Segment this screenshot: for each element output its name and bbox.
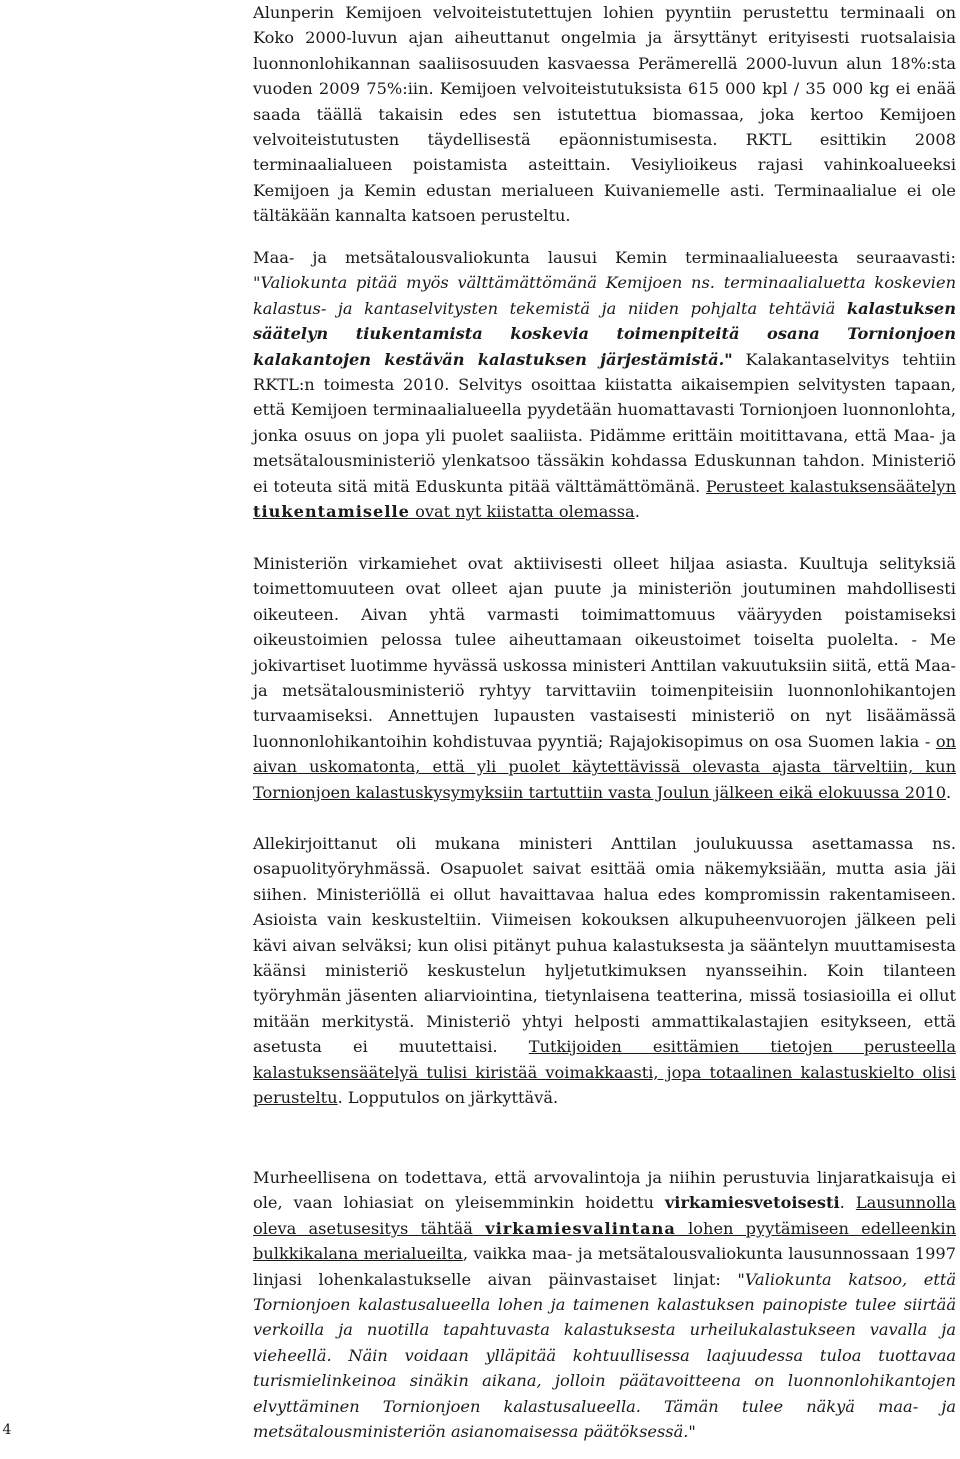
committee-1997-quote: "Valiokunta katsoo, että Tornionjoen kalastusalueella lohen ja taimenen kalastuksen painopiste tulee siirtää verkoilla ja nuotilla tapahtuvasta kalastuksesta urheilukalastukseen vavalla ja vieheellä. Näin voidaan ylläpitää kohtuullisessa laajuudessa tuloa tuottavaa turismielinkeinoa sinäkin aikana, jolloin päätavoitteena on luonnonlohikantojen elvyttäminen Tornionjoen kalastusalueella. Tämän tulee näkyä maa- ja metsätalousministeriön asianomaisessa päätöksessä." [253,1269,956,1442]
paragraph-text: . [946,782,952,802]
paragraph-text: Kalakantaselvitys tehtiin RKTL:n toimesta 2010. Selvitys osoittaa kiistatta aikaisempien selvitysten tapaan, että Kemijoen terminaalialueella pyydetään huomattavasti Tornionjoen luonnonlohta, jonka osuus on jopa yli puolet saaliista. Pidämme erittäin moitittavana, että Maa- ja metsätalousministeriö ylenkatsoo tässäkin kohdassa Eduskunnan tahdon. Ministeriö ei toteuta sitä mitä Eduskunta pitää välttämättömänä. [253,349,956,496]
underlined-text: lohen pyytämiseen edelleenkin bulkkikalana merialueilta [253,1218,957,1264]
underlined-bold-text: tiukentamiselle [253,502,410,522]
page-number: 4 [2,1422,12,1438]
paragraph-text: Maa- ja metsätalousvaliokunta lausui Kemin terminaalialueesta seuraavasti: [253,248,956,267]
bold-text: virkamiesvetoisesti [664,1193,840,1213]
paragraph-text: Murheellisena on todettava, että arvovalintoja ja niihin perustuvia linjaratkaisuja ei ole, vaan lohiasiat on yleisemminkin hoidettu [253,1168,956,1213]
underlined-bold-text: virkamiesvalintana [485,1218,676,1238]
paragraph-terminal-history [253,0,956,229]
paragraph-text: Allekirjoittanut oli mukana ministeri Anttilan joulukuussa asettamassa ns. osapuolityöryhmässä. Osapuolet saivat esittää omia näkemyksiään, mutta asia jäi siihen. Ministeriöllä ei ollut havaittavaa halua edes kompromissin rakentamiseen. Asioista vain keskusteltiin. Viimeisen kokouksen alkupuheenvuorojen jälkeen peli kävi aivan selväksi; kun olisi pitänyt puhua kalastuksesta ja sääntelyn muuttamisesta käänsi ministeriö keskustelun hyljetutkimuksen nyansseihin. Koin tilanteen työryhmän jäsenten aliarviointina, tietynlaisena teatterina, missä tosiasioilla ei ollut mitään merkitystä. Ministeriö yhtyi helposti ammattikalastajien esitykseen, että asetusta ei muutettaisi. [253,834,956,1057]
underlined-text: Tutkijoiden esittämien tietojen perusteella kalastuksensäätelyä tulisi kiristää voimakkaasti, jopa totaalinen kalastuskielto olisi perusteltu [253,1037,956,1108]
paragraph-text: Ministeriön virkamiehet ovat aktiivisesti olleet hiljaa asiasta. Kuultuja selityksiä toimettomuuteen ovat olleet ajan puute ja ministeriön joutuminen mahdollisesti oikeuteen. Aivan yhtä varmasti toimimattomuus vääryyden poistamiseksi oikeustoimien pelossa tulee aiheuttamaan oikeustoimet toiselta puolelta. - Me jokivartiset luotimme hyvässä uskossa ministeri Anttilan vakuutuksiin siitä, että Maa- ja metsätalousministeriö ryhtyy tarvittaviin toimenpiteisiin luonnonlohikantojen turvaamiseksi. Annettujen lupausten vastaisesti ministeriö on nyt lisäämässä luonnonlohikantoihin kohdistuvaa pyyntiä; Rajajokisopimus on osa Suomen lakia - [253,554,956,751]
paragraph-text: . [634,502,640,522]
paragraph-ministry-officials [253,551,956,805]
underlined-text: Lausunnolla oleva asetusesitys tähtää [253,1193,956,1238]
underlined-text: Perusteet kalastuksensäätelyn [705,476,956,496]
committee-quote-emphasis: kalastuksen säätelyn tiukentamista koskevia toimenpiteitä osana Tornionjoen kalakantojen kestävän kalastuksen järjestämistä." [253,298,956,369]
paragraph-text: Alunperin Kemijoen velvoiteistutettujen lohien pyyntiin perustettu terminaali on Koko 2000-luvun ajan aiheuttanut ongelmia ja ärsyttänyt erityisesti ruotsalaisia luonnonlohikannan saaliisosuuden kasvaessa Perämerellä 2000-luvun alun 18%:sta vuoden 2009 75%:iin. Kemijoen velvoiteistutuksista 615 000 kpl / 35 000 kg ei enää saada täällä takaisin edes sen istutettua biomassaa, joka kertoo Kemijoen velvoiteistutusten täydellisestä epäonnistumisesta. RKTL esittikin 2008 terminaalialueen poistamista asteittain. Vesiylioikeus rajasi vahinkoalueeksi Kemijoen ja Kemin edustan merialueen Kuivaniemelle asti. Terminaalialue ei ole tältäkään kannalta katsoen perusteltu. [253,3,956,226]
paragraph-text: , vaikka maa- ja metsätalousvaliokunta lausunnossaan 1997 linjasi lohenkalastukselle aivan päinvastaiset linjat: [253,1244,956,1289]
paragraph-text: . Lopputulos on järkyttävä. [337,1088,559,1108]
paragraph-committee-statement [253,245,956,524]
committee-quote: "Valiokunta pitää myös välttämättömänä Kemijoen ns. terminaalialuetta koskevien kalastus- ja kantaselvitysten tekemistä ja niiden pohjalta tehtäviä [253,273,956,318]
paragraph-working-group [253,831,956,1110]
paragraph-text: . [839,1193,856,1213]
underlined-text: on aivan uskomatonta, että yli puolet käytettävissä olevasta ajasta tärveltiin, kun Tornionjoen kalastuskysymyksiin tartuttiin vasta Joulun jälkeen eikä elokuussa 2010 [253,731,956,802]
underlined-text: ovat nyt kiistatta olemassa [409,502,635,522]
paragraph-conclusion [253,1165,956,1444]
